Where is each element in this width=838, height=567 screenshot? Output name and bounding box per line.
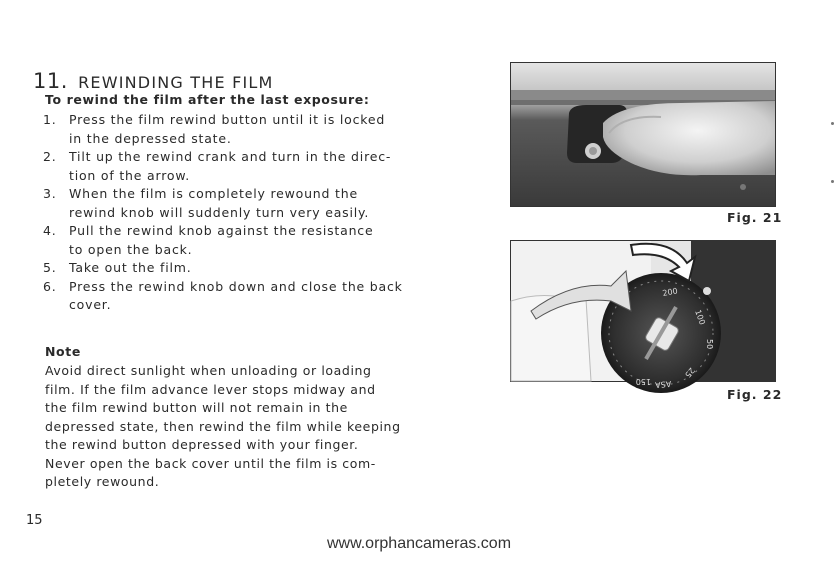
step-number: 1. — [43, 112, 57, 127]
step-text: Pull the rewind knob against the resistance to open the back. — [69, 223, 374, 257]
step-text: Tilt up the rewind crank and turn in the direc- tion of the arrow. — [69, 149, 392, 183]
dial-mark: ASA — [654, 379, 672, 390]
section-title — [33, 58, 274, 96]
edge-mark — [831, 180, 834, 183]
figure-21-caption: Fig. 21 — [727, 210, 783, 225]
figure-22-photo — [510, 240, 776, 390]
figure-21-photo — [510, 62, 776, 207]
step-number: 5. — [43, 260, 57, 275]
footer-url: www.orphancameras.com — [326, 535, 512, 552]
step-number: 6. — [43, 278, 57, 294]
step-number: 3. — [43, 186, 57, 201]
step-text: Take out the film. — [69, 260, 192, 275]
dial-mark: 200 — [661, 286, 679, 298]
rewind-crank-photo — [511, 241, 775, 390]
step-number: 2. — [43, 149, 57, 164]
section-title-text: REWINDING THE FILM — [78, 73, 274, 92]
dial-mark: 150 — [635, 377, 651, 386]
figure-22-caption: Fig. 22 — [727, 387, 783, 402]
dial-mark: 50 — [705, 339, 714, 350]
rewind-button-photo — [511, 63, 775, 206]
section-number: 11. — [33, 69, 68, 93]
step-text: Press the film rewind button until it is locked in the depressed state. — [69, 112, 386, 146]
steps-list — [43, 111, 423, 315]
instructions-subheading: To rewind the film after the last exposure: — [45, 92, 370, 107]
dial-mark: 100 — [693, 308, 707, 327]
note-body: Avoid direct sunlight when unloading or loading film. If the film advance lever stops midway and the film rewind button will not remain in the depressed state, then rewind the film while keeping the rewind button depressed with your finger. Never open the back cover until the film is com- pletely rewound. — [45, 363, 401, 489]
step-item — [43, 278, 423, 315]
step-text: When the film is completely rewound the rewind knob will suddenly turn very easily. — [69, 186, 370, 220]
step-item — [43, 222, 423, 259]
step-item — [43, 111, 423, 148]
step-item — [43, 259, 423, 278]
step-item — [43, 185, 423, 222]
page-number: 15 — [26, 513, 43, 528]
step-number: 4. — [43, 223, 57, 238]
note-heading: Note — [45, 344, 81, 359]
step-text: Press the rewind knob down and close the back cover. — [69, 278, 403, 312]
edge-mark — [831, 122, 834, 125]
dial-mark: 25 — [682, 365, 697, 380]
step-item — [43, 148, 423, 185]
